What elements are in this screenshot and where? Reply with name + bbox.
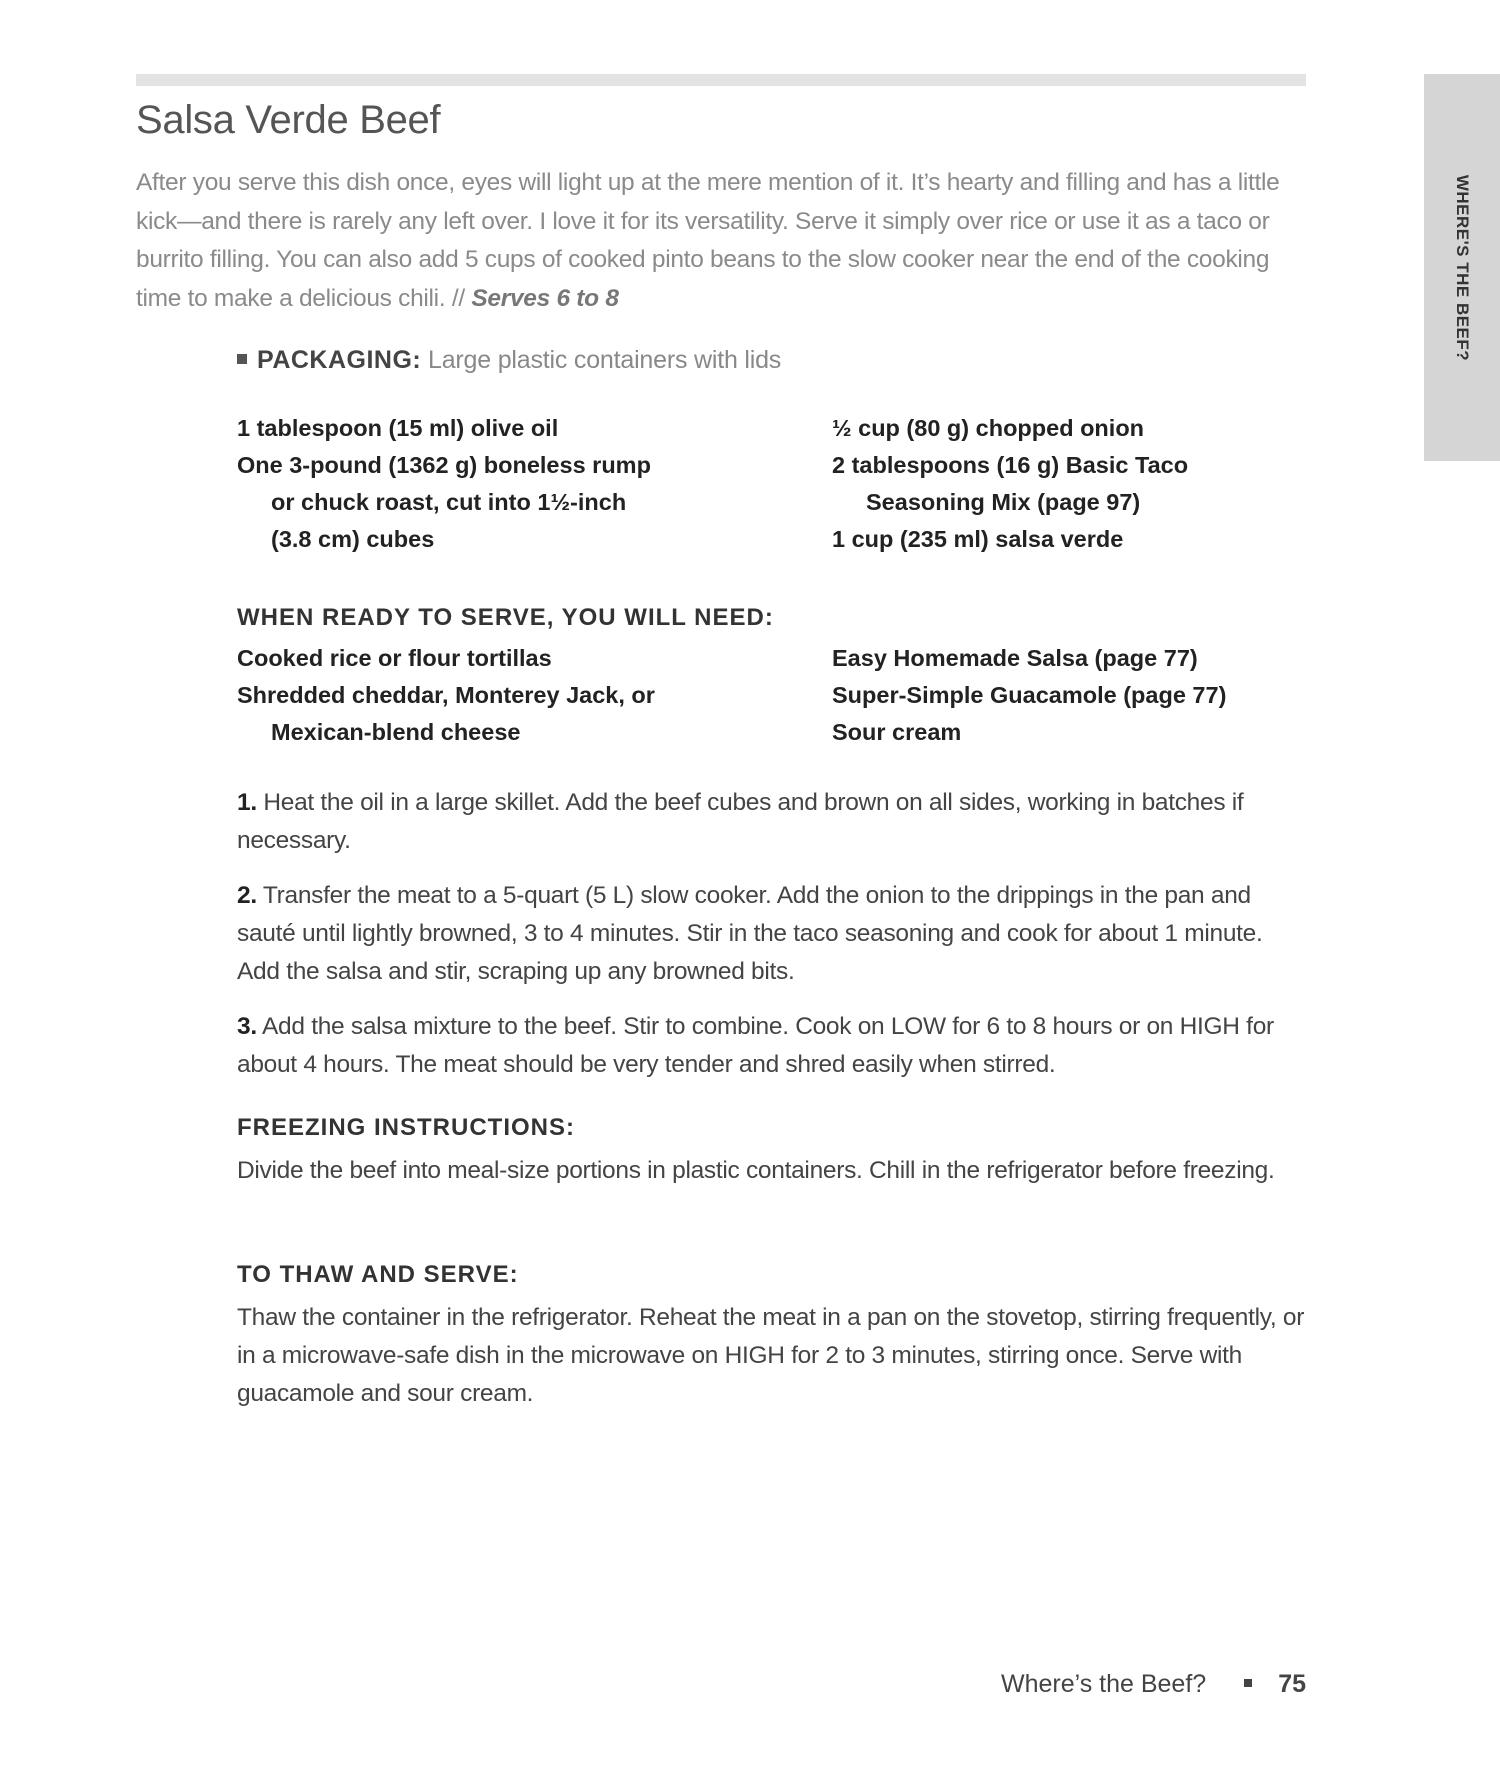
recipe-intro [136,164,1306,318]
ingredient-item: 1 tablespoon (15 ml) olive oil [237,415,559,441]
serve-right [832,640,1312,751]
serves-note: Serves 6 to 8 [471,284,619,312]
step-text: Heat the oil in a large skillet. Add the beef cubes and brown on all sides, working in batches if necessary. [237,789,1244,854]
thaw-heading: TO THAW AND SERVE: [237,1261,519,1288]
serve-item: Cooked rice or flour tortillas [237,645,552,671]
intro-text: After you serve this dish once, eyes will light up at the mere mention of it. It’s hearty and filling and has a little kick—and there is rarely any left over. I love it for its versatility. Serve it simply over rice or use it as a taco or burrito filling. You can also add 5 cups of cooked pinto beans to the slow cooker near the end of the cooking time to make a delicious chili. // [136,169,1280,312]
thaw-text: Thaw the container in the refrigerator. Reheat the meat in a pan on the stovetop, stirring frequently, or in a microwave-safe dish in the microwave on HIGH for 2 to 3 minutes, stirring once. Serve with guacamole and sour cream. [237,1304,1305,1407]
page-footer [1001,1670,1306,1699]
step-text: Add the salsa mixture to the beef. Stir to combine. Cook on LOW for 6 to 8 hours or on HIGH for about 4 hours. The meat should be very tender and shred easily when stirred. [237,1013,1274,1078]
chapter-tab [1424,74,1500,461]
recipe-title: Salsa Verde Beef [136,98,441,142]
serve-item: Super-Simple Guacamole (page 77) [832,682,1227,708]
serve-item: Shredded cheddar, Monterey Jack, or Mexican-blend cheese [237,682,655,745]
step-number: 3. [237,1013,257,1040]
bullet-icon [1244,1679,1252,1687]
serve-item: Sour cream [832,719,962,745]
top-rule [136,74,1306,86]
step-number: 1. [237,789,257,816]
bullet-icon [237,354,247,364]
ingredient-item: 1 cup (235 ml) salsa verde [832,526,1124,552]
step-item [237,877,1307,991]
step-number: 2. [237,882,257,909]
step-item [237,784,1307,860]
chapter-tab-label: WHERE'S THE BEEF? [1453,174,1472,361]
freezing-text: Divide the beef into meal-size portions in plastic containers. Chill in the refrigerator before freezing. [237,1157,1275,1184]
step-text: Transfer the meat to a 5-quart (5 L) slow cooker. Add the onion to the drippings in the pan and sauté until lightly browned, 3 to 4 minutes. Stir in the taco seasoning and cook for about 1 minute. Add the salsa and stir, scraping up any browned bits. [237,882,1263,985]
step-item [237,1008,1307,1084]
ingredient-item: 2 tablespoons (16 g) Basic Taco Seasoning Mix (page 97) [832,452,1189,515]
serve-left [237,640,757,751]
serve-item: Easy Homemade Salsa (page 77) [832,645,1198,671]
freezing-heading: FREEZING INSTRUCTIONS: [237,1114,575,1141]
packaging-label: PACKAGING: [257,346,422,374]
packaging-text: Large plastic containers with lids [421,346,782,374]
ingredients-left [237,410,757,558]
recipe-steps [237,784,1307,1101]
serve-heading: WHEN READY TO SERVE, YOU WILL NEED: [237,604,774,631]
ingredient-item: One 3-pound (1362 g) boneless rump or chuck roast, cut into 1½-inch (3.8 cm) cubes [237,452,651,552]
ingredient-item: ½ cup (80 g) chopped onion [832,415,1145,441]
footer-section: Where’s the Beef? [1000,1670,1207,1698]
packaging-line [237,346,781,375]
ingredients-right [832,410,1312,558]
page-number: 75 [1278,1670,1306,1698]
